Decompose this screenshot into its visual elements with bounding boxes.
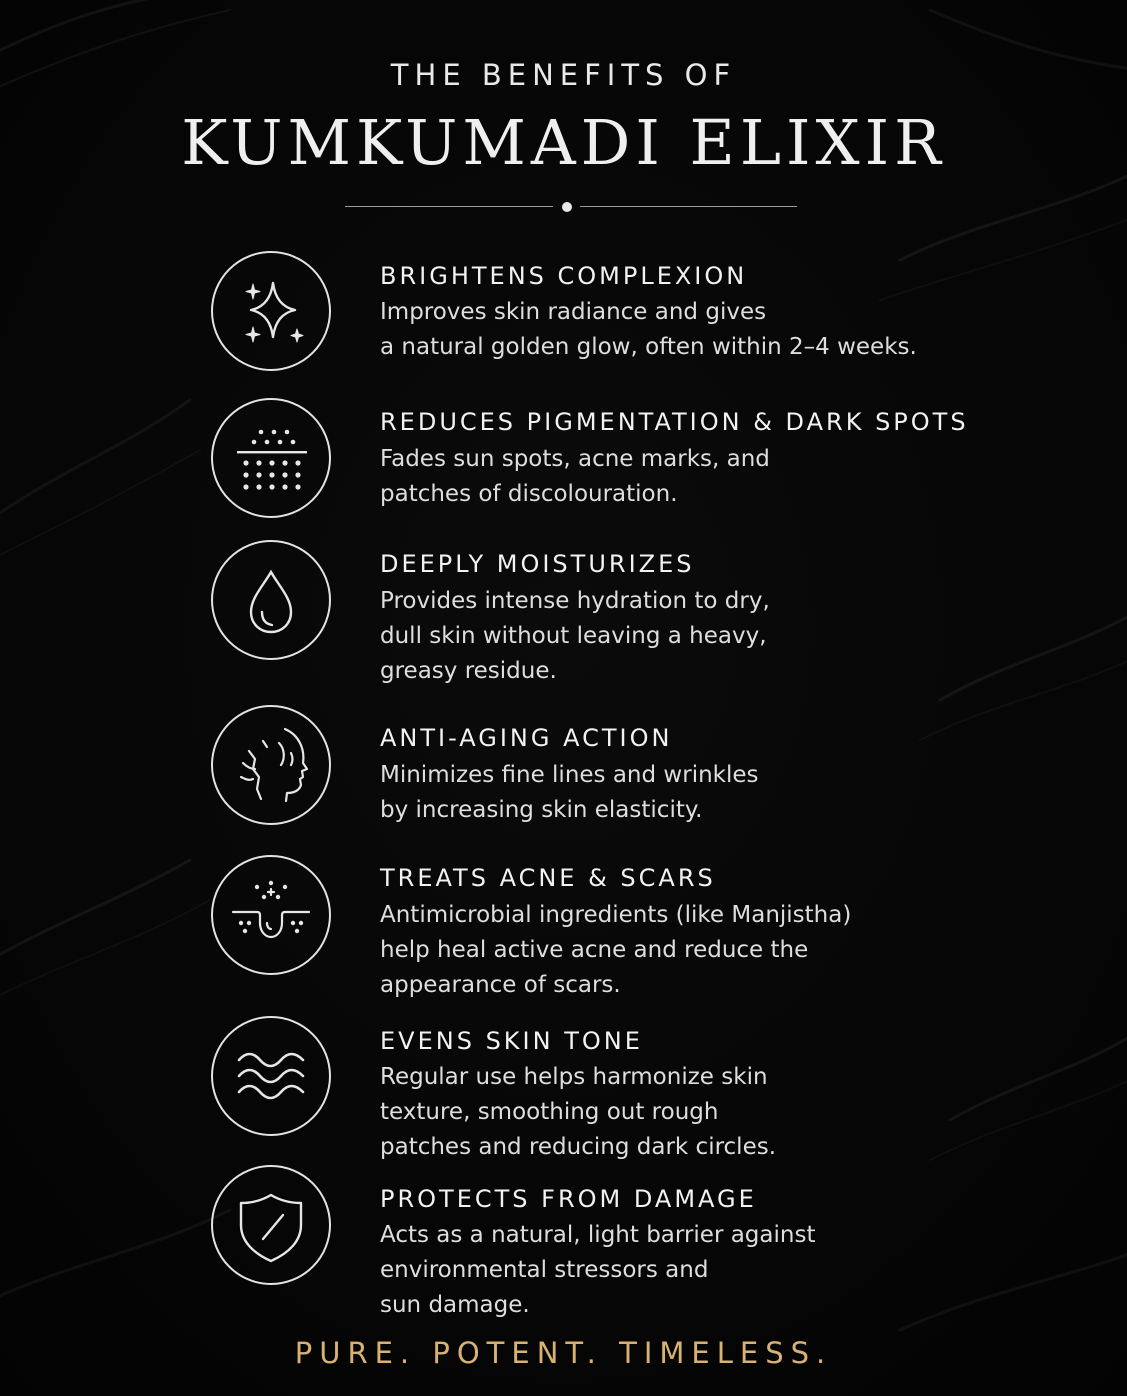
water-drop-icon	[211, 540, 331, 660]
benefit-title: REDUCES PIGMENTATION & DARK SPOTS	[380, 408, 969, 436]
shield-icon	[211, 1165, 331, 1285]
benefit-description-line: Antimicrobial ingredients (like Manjistha)	[380, 902, 852, 928]
divider-line-left	[345, 206, 553, 207]
sparkle-icon	[211, 251, 331, 371]
benefit-title: PROTECTS FROM DAMAGE	[380, 1185, 757, 1213]
benefit-description-line: sun damage.	[380, 1292, 530, 1318]
pore-icon	[211, 855, 331, 975]
benefit-description-line: greasy residue.	[380, 658, 557, 684]
benefit-description-line: Acts as a natural, light barrier against	[380, 1222, 816, 1248]
benefit-description	[380, 295, 1020, 365]
benefit-description-line: a natural golden glow, often within 2–4 weeks.	[380, 334, 917, 360]
benefit-description-line: environmental stressors and	[380, 1257, 709, 1283]
benefit-description-line: appearance of scars.	[380, 972, 621, 998]
benefit-description	[380, 898, 1020, 1003]
benefit-description	[380, 442, 1020, 512]
benefit-description	[380, 1218, 1020, 1323]
tagline: PURE. POTENT. TIMELESS.	[294, 1336, 833, 1370]
benefit-description-line: help heal active acne and reduce the	[380, 937, 809, 963]
benefit-title: ANTI-AGING ACTION	[380, 724, 673, 752]
divider-dot-icon	[562, 202, 572, 212]
divider-line-right	[580, 206, 797, 207]
benefit-description-line: texture, smoothing out rough	[380, 1099, 719, 1125]
benefit-title: BRIGHTENS COMPLEXION	[380, 262, 748, 290]
waves-icon	[211, 1016, 331, 1136]
page-title: KUMKUMADI ELIXIR	[181, 106, 946, 179]
header-kicker: THE BENEFITS OF	[390, 58, 737, 92]
pigment-dots-icon	[211, 398, 331, 518]
benefit-title: TREATS ACNE & SCARS	[380, 864, 716, 892]
benefit-description	[380, 1060, 1020, 1165]
ornamental-divider	[345, 198, 797, 216]
benefit-description-line: dull skin without leaving a heavy,	[380, 623, 767, 649]
benefit-description	[380, 584, 1020, 689]
benefit-description-line: patches and reducing dark circles.	[380, 1134, 777, 1160]
benefit-description-line: patches of discolouration.	[380, 481, 678, 507]
benefit-title: DEEPLY MOISTURIZES	[380, 550, 695, 578]
benefit-description-line: Improves skin radiance and gives	[380, 299, 767, 325]
benefit-description-line: Minimizes fine lines and wrinkles	[380, 762, 759, 788]
benefit-description-line: by increasing skin elasticity.	[380, 797, 703, 823]
benefit-description-line: Regular use helps harmonize skin	[380, 1064, 768, 1090]
face-profile-icon	[211, 705, 331, 825]
benefit-description-line: Provides intense hydration to dry,	[380, 588, 770, 614]
benefit-description-line: Fades sun spots, acne marks, and	[380, 446, 770, 472]
benefit-description	[380, 758, 1020, 828]
benefit-title: EVENS SKIN TONE	[380, 1027, 643, 1055]
